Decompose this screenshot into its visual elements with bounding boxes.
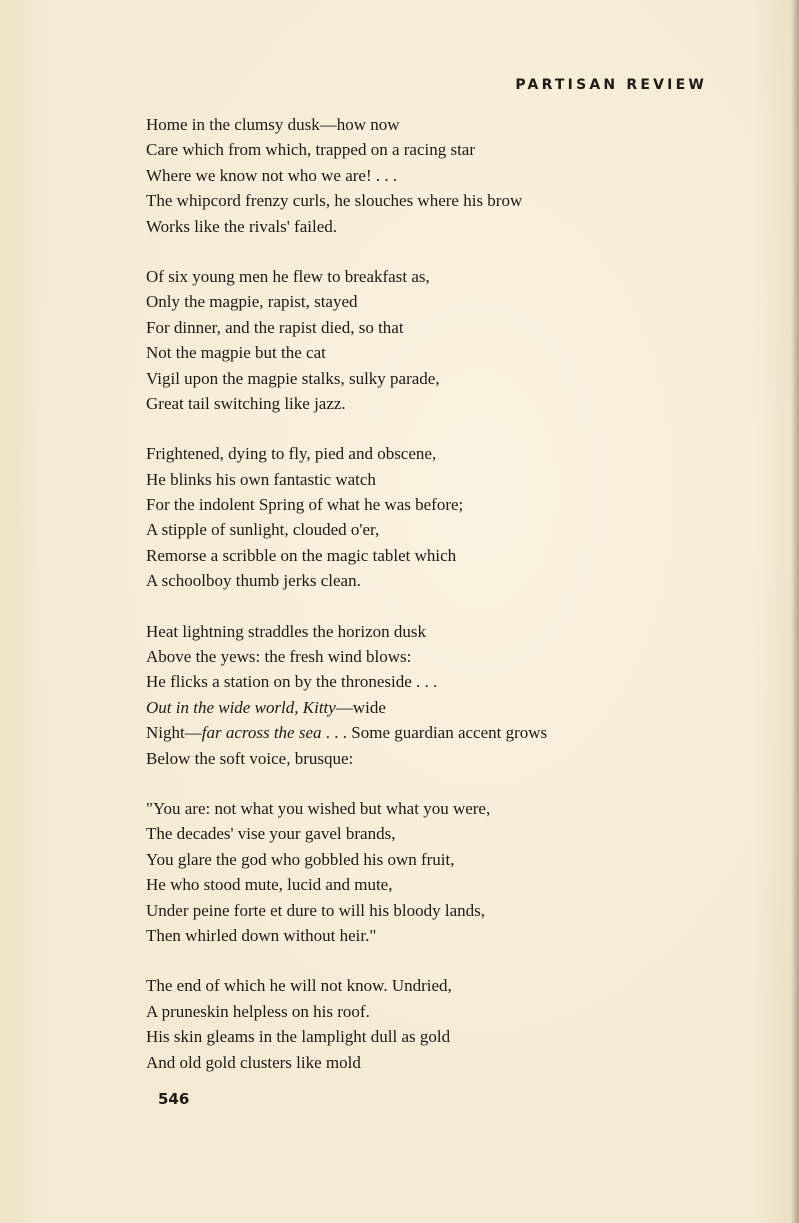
poem-line: He flicks a station on by the throneside . . .	[146, 672, 438, 692]
poem-line-rest: . . . Some guardian accent grows	[321, 723, 548, 743]
poem-line: Frightened, dying to fly, pied and obscene,	[146, 444, 437, 464]
poem-line: Not the magpie but the cat	[146, 343, 326, 363]
poem-line: Of six young men he flew to breakfast as,	[146, 266, 430, 286]
page-number: 546	[158, 1090, 190, 1108]
poem-line: Home in the clumsy dusk—how now	[146, 115, 400, 134]
poem-line-italic: far across the sea	[201, 723, 322, 743]
stanza-3	[146, 441, 706, 593]
poem-line: A pruneskin helpless on his roof.	[146, 1001, 370, 1021]
stanza-4	[146, 619, 706, 771]
poem-line: Heat lightning straddles the horizon dusk	[146, 621, 426, 641]
running-head: PARTISAN REVIEW	[515, 77, 707, 93]
poem-line: Remorse a scribble on the magic tablet which	[146, 545, 457, 565]
poem-line: "You are: not what you wished but what you were,	[146, 798, 491, 818]
poem-line: The whipcord frenzy curls, he slouches where his brow	[146, 191, 523, 211]
stanza-1	[146, 112, 706, 239]
stanza-2	[146, 264, 706, 416]
poem-line: The decades' vise your gavel brands,	[146, 824, 396, 844]
poem-line: He who stood mute, lucid and mute,	[146, 875, 393, 895]
poem-line: A stipple of sunlight, clouded o'er,	[146, 520, 380, 540]
poem-line-rest: —wide	[335, 697, 386, 717]
poem-line: And old gold clusters like mold	[146, 1052, 361, 1072]
poem-line: Works like the rivals' failed.	[146, 216, 338, 236]
poem-line: His skin gleams in the lamplight dull as gold	[146, 1027, 451, 1047]
poem-line: For the indolent Spring of what he was before;	[146, 495, 464, 515]
poem-line: Only the magpie, rapist, stayed	[146, 292, 358, 312]
poem-line: For dinner, and the rapist died, so that	[146, 317, 404, 337]
stanza-6	[146, 973, 706, 1075]
poem-line: Then whirled down without heir."	[146, 925, 377, 945]
poem-line: You glare the god who gobbled his own fruit,	[146, 849, 455, 869]
poem-line: Under peine forte et dure to will his bloody lands,	[146, 900, 485, 920]
page-spine-shadow	[791, 0, 799, 1223]
poem-line: A schoolboy thumb jerks clean.	[146, 571, 361, 591]
poem-line: Where we know not who we are! . . .	[146, 165, 398, 185]
poem-line: Vigil upon the magpie stalks, sulky parade,	[146, 368, 440, 388]
poem-line: Care which from which, trapped on a racing star	[146, 140, 476, 160]
poem-line	[146, 695, 706, 720]
poem-line	[146, 720, 706, 745]
poem-line-lead: Night—	[146, 723, 202, 743]
poem-line: He blinks his own fantastic watch	[146, 469, 376, 489]
poem-line: Below the soft voice, brusque:	[146, 748, 354, 768]
poem-line: The end of which he will not know. Undried,	[146, 976, 452, 996]
stanza-5	[146, 796, 706, 948]
poem-body	[146, 112, 706, 1100]
poem-line: Above the yews: the fresh wind blows:	[146, 647, 412, 667]
poem-line-italic: Out in the wide world, Kitty	[146, 697, 336, 717]
poem-line: Great tail switching like jazz.	[146, 393, 346, 413]
